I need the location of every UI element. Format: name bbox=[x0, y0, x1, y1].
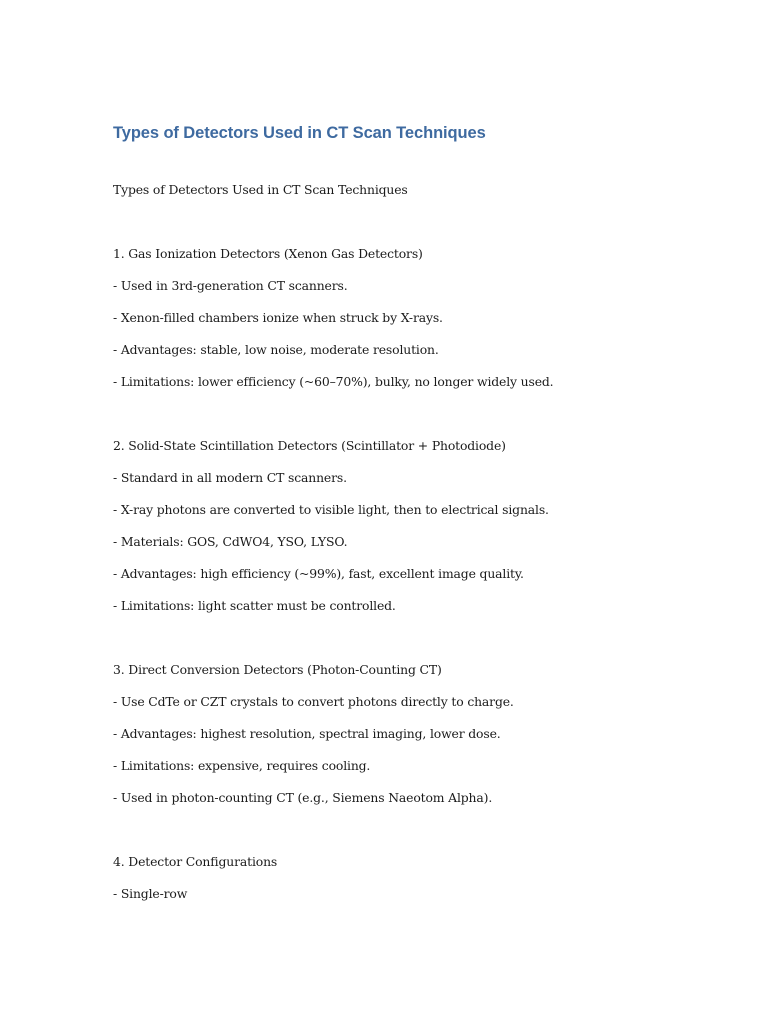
list-item: - X-ray photons are converted to visible light, then to electrical signals. bbox=[113, 502, 549, 517]
section-heading: 1. Gas Ionization Detectors (Xenon Gas Detectors) bbox=[113, 246, 423, 261]
list-item: - Advantages: high efficiency (~99%), fast, excellent image quality. bbox=[113, 566, 524, 581]
list-item: - Limitations: light scatter must be controlled. bbox=[113, 598, 396, 613]
list-item: - Used in 3rd-generation CT scanners. bbox=[113, 278, 348, 293]
section-heading: 2. Solid-State Scintillation Detectors (Scintillator + Photodiode) bbox=[113, 438, 506, 453]
list-item: - Materials: GOS, CdWO4, YSO, LYSO. bbox=[113, 534, 348, 549]
document-subtitle: Types of Detectors Used in CT Scan Techniques bbox=[113, 182, 408, 197]
section-heading: 4. Detector Configurations bbox=[113, 854, 278, 869]
list-item: - Limitations: lower efficiency (~60–70%), bulky, no longer widely used. bbox=[113, 374, 554, 389]
list-item: - Xenon-filled chambers ionize when struck by X-rays. bbox=[113, 310, 443, 325]
list-item: - Advantages: stable, low noise, moderate resolution. bbox=[113, 342, 439, 357]
list-item: - Advantages: highest resolution, spectral imaging, lower dose. bbox=[113, 726, 501, 741]
list-item: - Single-row bbox=[113, 886, 188, 901]
list-item: - Used in photon-counting CT (e.g., Siemens Naeotom Alpha). bbox=[113, 790, 493, 805]
list-item: - Standard in all modern CT scanners. bbox=[113, 470, 347, 485]
section-heading: 3. Direct Conversion Detectors (Photon-Counting CT) bbox=[113, 662, 442, 677]
list-item: - Use CdTe or CZT crystals to convert photons directly to charge. bbox=[113, 694, 514, 709]
list-item: - Limitations: expensive, requires cooling. bbox=[113, 758, 371, 773]
document-title: Types of Detectors Used in CT Scan Techniques bbox=[113, 124, 486, 142]
